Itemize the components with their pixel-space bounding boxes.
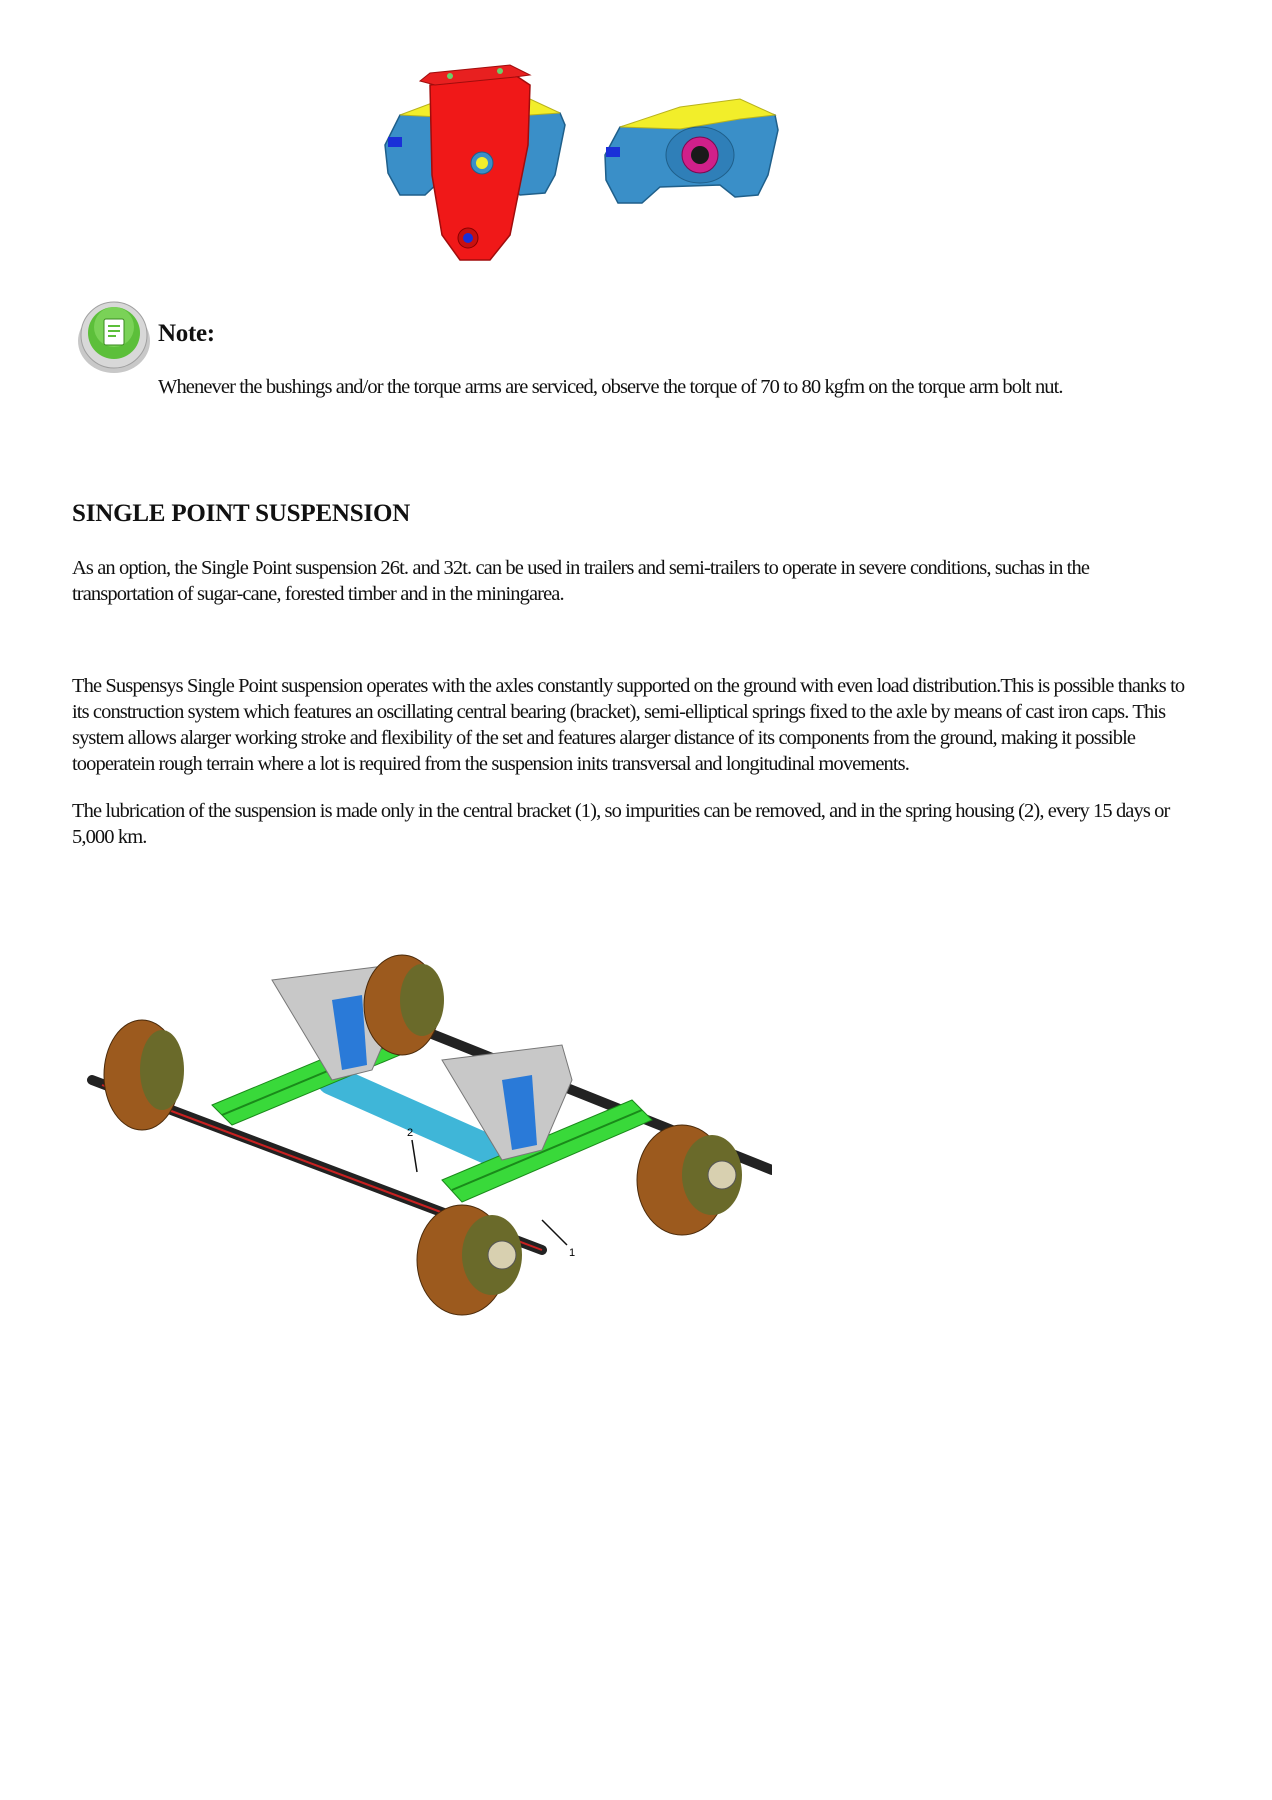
note-label: Note: [158, 320, 215, 347]
paragraph-1: As an option, the Single Point suspension 26t. and 32t. can be used in trailers and semi-trailers to operate in severe conditions, suchas in the transportation of sugar-cane, forested timber and in the miningarea. [72, 557, 1090, 605]
callout-2: 2 [407, 1127, 414, 1139]
note-text: Whenever the bushings and/or the torque arms are serviced, observe the torque of 70 to 80 kgfm on the torque arm bolt nut. [158, 376, 1063, 398]
red-bracket [420, 65, 530, 260]
suspension-assembly-figure [72, 920, 772, 1320]
torque-arm-bracket-figure [380, 55, 880, 270]
section-heading: SINGLE POINT SUSPENSION [72, 500, 411, 527]
right-bushing-housing [605, 99, 778, 203]
callout-1: 1 [569, 1247, 576, 1259]
paragraph-2: The Suspensys Single Point suspension operates with the axles constantly supported on the ground with even load distribution.This is possible thanks to its construction system which features an oscillating central bearing (bracket), semi-elliptical springs fixed to the axle by means of cast iron caps. This system allows alarger working stroke and flexibility of the set and features alarger distance of its components from the ground, making it possible tooperatein rough terrain where a lot is required from the suspension inits transversal and longitudinal movements. [72, 675, 1185, 775]
note-icon [74, 297, 154, 377]
paragraph-3: The lubrication of the suspension is made only in the central bracket (1), so impurities can be removed, and in the spring housing (2), every 15 days or 5,000 km. [72, 800, 1170, 848]
